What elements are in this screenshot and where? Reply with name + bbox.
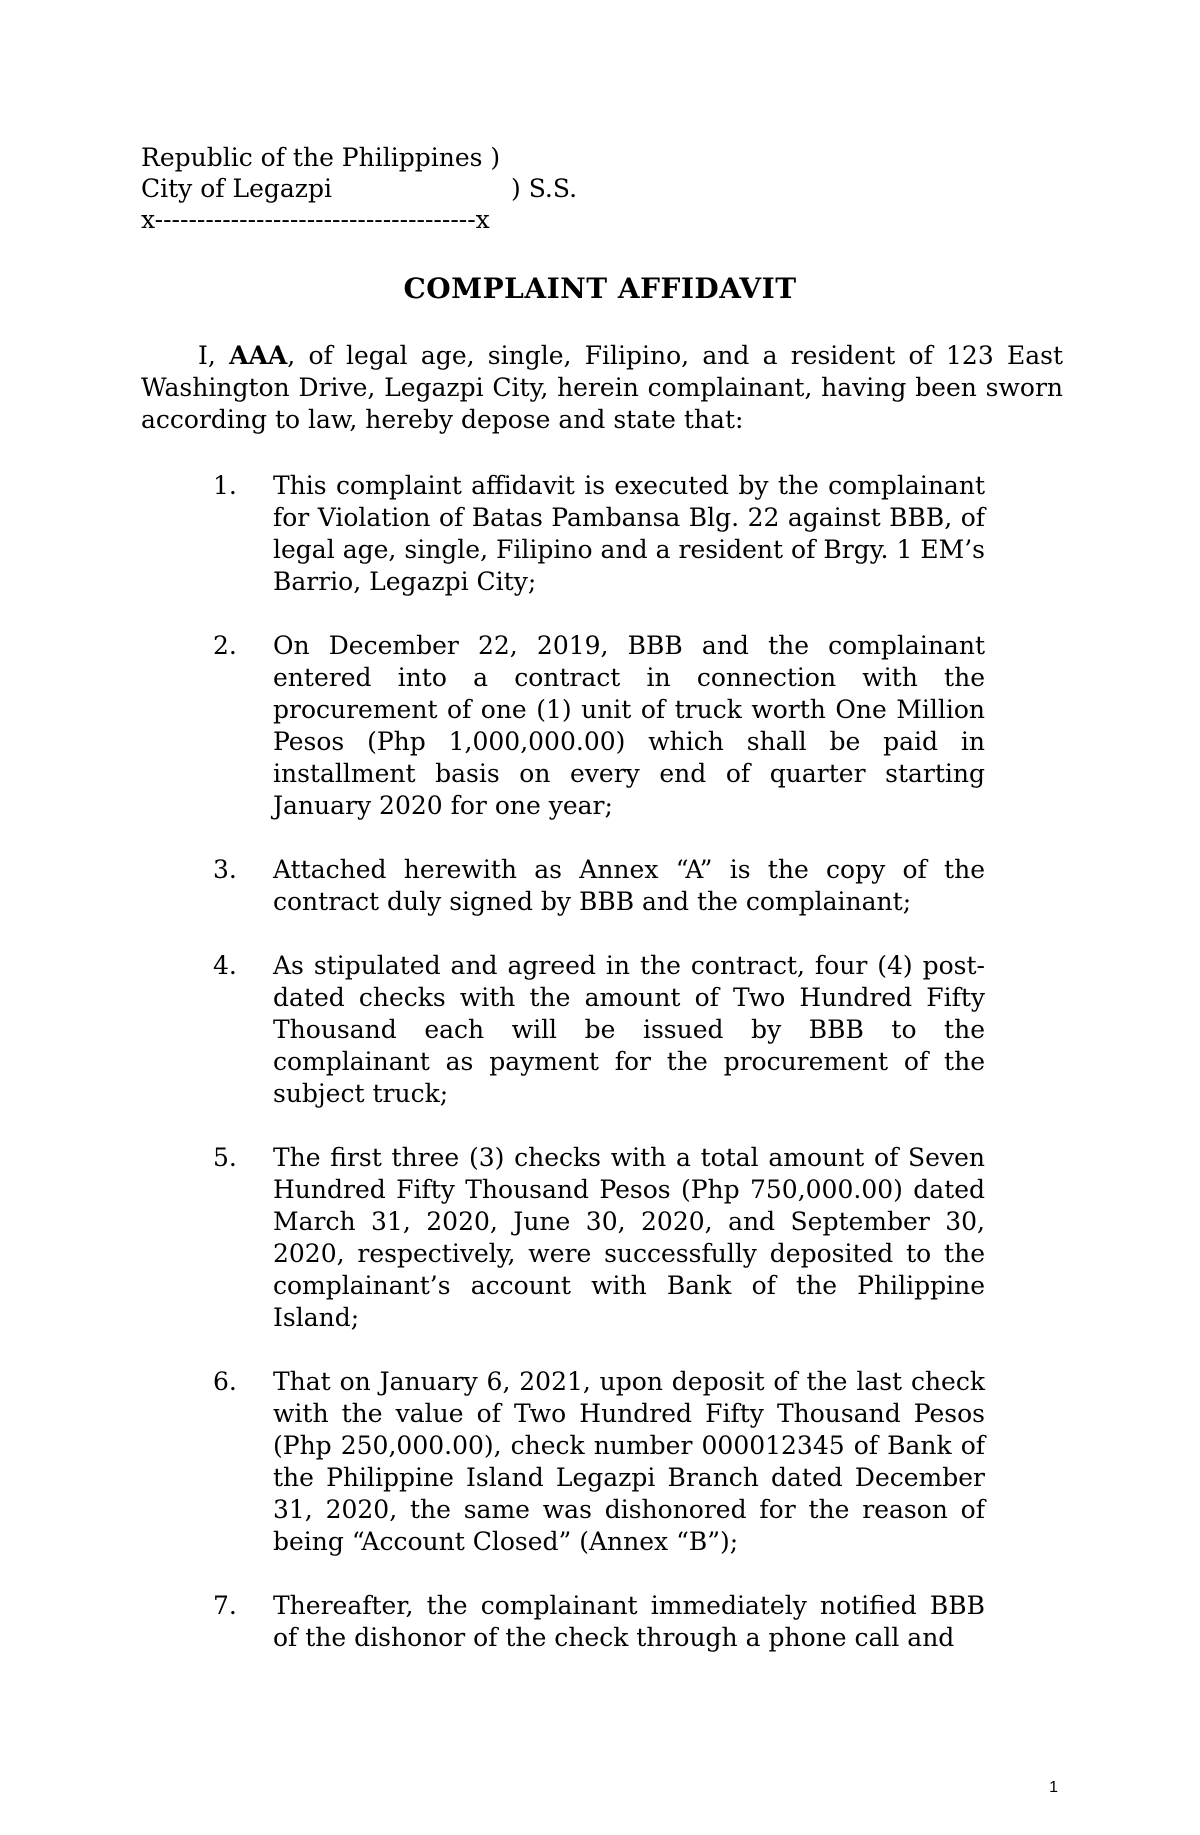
item-number: 2. <box>213 631 237 660</box>
document-title: COMPLAINT AFFIDAVIT <box>403 272 797 305</box>
item-number: 7. <box>213 1591 237 1620</box>
statement-item <box>205 630 985 822</box>
statement-item <box>205 470 985 598</box>
venue-city: City of Legazpi <box>141 174 332 203</box>
item-text: This complaint affidavit is executed by the complainant for Violation of Batas Pambansa Blg. 22 against BBB, of legal age, single, Filipino and a resident of Brgy. 1 EM’s Barrio, Legazpi City; <box>273 471 985 596</box>
statement-item <box>205 1590 985 1654</box>
statement-item <box>205 1142 985 1334</box>
separator-line: x--------------------------------------x <box>141 205 490 234</box>
republic-line: Republic of the Philippines ) <box>141 143 501 172</box>
item-text: The first three (3) checks with a total amount of Seven Hundred Fifty Thousand Pesos (Php 750,000.00) dated March 31, 2020, June 30, 2020, and September 30, 2020, respectively, were successfully deposited to the complainant’s account with Bank of the Philippine Island; <box>273 1143 985 1332</box>
item-number: 1. <box>213 471 237 500</box>
item-number: 3. <box>213 855 237 884</box>
venue-ss: ) S.S. <box>511 174 578 203</box>
caption-header <box>141 142 577 235</box>
item-number: 6. <box>213 1367 237 1396</box>
item-text: Thereafter, the complainant immediately notified BBB of the dishonor of the check through a phone call and <box>273 1591 985 1652</box>
statement-item <box>205 1366 985 1558</box>
item-text: That on January 6, 2021, upon deposit of the last check with the value of Two Hundred Fifty Thousand Pesos (Php 250,000.00), check number 000012345 of Bank of the Philippine Island Legazpi Branch dated December 31, 2020, the same was dishonored for the reason of being “Account Closed” (Annex “B”); <box>273 1367 985 1556</box>
intro-prefix: I, <box>198 341 230 370</box>
complainant-name: AAA <box>229 341 288 370</box>
intro-paragraph <box>141 340 1063 436</box>
item-number: 4. <box>213 951 237 980</box>
item-text: On December 22, 2019, BBB and the complainant entered into a contract in connection with the procurement of one (1) unit of truck worth One Million Pesos (Php 1,000,000.00) which shall be paid in installment basis on every end of quarter starting January 2020 for one year; <box>273 631 985 820</box>
venue-line <box>141 173 577 204</box>
item-text: Attached herewith as Annex “A” is the copy of the contract duly signed by BBB and the complainant; <box>273 855 985 916</box>
statement-item <box>205 854 985 918</box>
page-number: 1 <box>1049 1779 1058 1796</box>
statement-item <box>205 950 985 1110</box>
numbered-statements <box>205 470 985 1686</box>
item-text: As stipulated and agreed in the contract, four (4) post-dated checks with the amount of Two Hundred Fifty Thousand each will be issued by BBB to the complainant as payment for the procurement of the subject truck; <box>273 951 985 1108</box>
intro-rest: , of legal age, single, Filipino, and a resident of 123 East Washington Drive, Legazpi City, herein complainant, having been sworn according to law, hereby depose and state that: <box>141 341 1063 434</box>
item-number: 5. <box>213 1143 237 1172</box>
